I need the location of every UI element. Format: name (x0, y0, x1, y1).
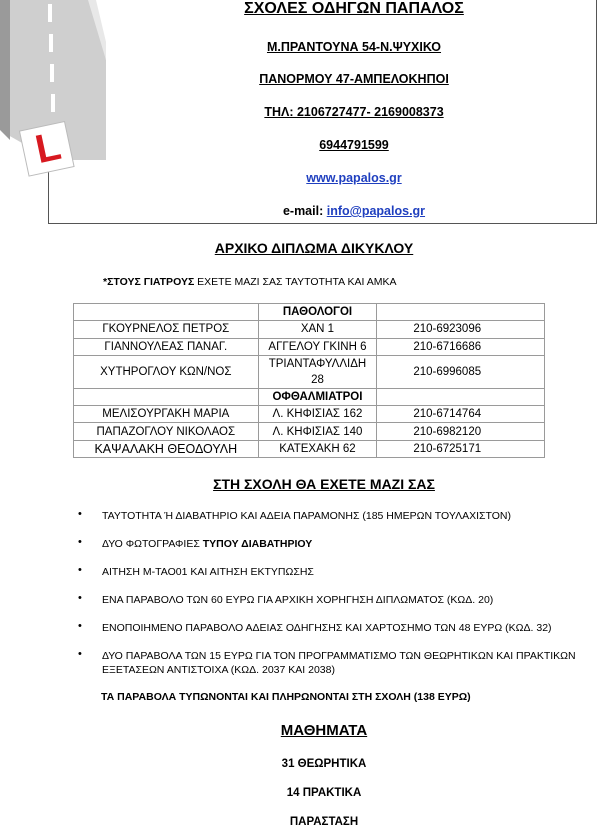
list-item-text: ΔΥΟ ΠΑΡΑΒΟΛΑ ΤΩΝ 15 ΕΥΡΩ ΓΙΑ ΤΟΝ ΠΡΟΓΡΑΜΜΑΤΙΣΜΟ ΤΩΝ ΘΕΩΡΗΤΙΚΩΝ ΚΑΙ ΠΡΑΚΤΙΚΩΝ ΕΞΕΤΑΣΕΩΝ ΑΝΤΙΣΤΟΙΧΑ (ΚΩΔ. 2037 ΚΑΙ 2038) (102, 650, 576, 676)
doctor-name: ΧΥΤΗΡΟΓΛΟΥ ΚΩΝ/ΝΟΣ (74, 355, 259, 388)
doctor-name: ΠΑΠΑΖΟΓΛΟΥ ΝΙΚΟΛΑΟΣ (74, 423, 259, 440)
website-link[interactable]: www.papalos.gr (306, 171, 402, 185)
logo-letter: L (31, 123, 65, 173)
doctor-address: Λ. ΚΗΦΙΣΙΑΣ 162 (258, 406, 377, 423)
doctor-address: ΧΑΝ 1 (258, 321, 377, 338)
fees-note: ΤΑ ΠΑΡΑΒΟΛΑ ΤΥΠΩΝΟΝΤΑΙ ΚΑΙ ΠΛΗΡΩΝΟΝΤΑΙ ΣΤΗ ΣΧΟΛΗ (138 ΕΥΡΩ) (101, 691, 471, 703)
table-row (74, 423, 545, 440)
bullet-icon: • (78, 648, 82, 660)
list-item-text: ΤΑΥΤΟΤΗΤΑ Ή ΔΙΑΒΑΤΗΡΙΟ ΚΑΙ ΑΔΕΙΑ ΠΑΡΑΜΟΝΗΣ (185 ΗΜΕΡΩΝ ΤΟΥΛΑΧΙΣΤΟΝ) (102, 510, 511, 522)
license-section-title: ΑΡΧΙΚΟ ΔΙΠΛΩΜΑ ΔΙΚΥΚΛΟΥ (214, 240, 414, 256)
mobile-line: 6944791599 (319, 138, 389, 152)
doctor-name: ΜΕΛΙΣΟΥΡΓΑΚΗ ΜΑΡΙΑ (74, 406, 259, 423)
doctor-phone: 210-6714764 (377, 406, 545, 423)
bullet-icon: • (78, 564, 82, 576)
bring-section-title: ΣΤΗ ΣΧΟΛΗ ΘΑ ΕΧΕΤΕ ΜΑΖΙ ΣΑΣ (213, 476, 435, 492)
address-line-2: ΠΑΝΟΡΜΟΥ 47-ΑΜΠΕΛΟΚΗΠΟΙ (259, 72, 449, 86)
table-row (74, 388, 545, 405)
list-item-text: ΑΙΤΗΣΗ Μ-ΤΑΟ01 ΚΑΙ ΑΙΤΗΣΗ ΕΚΤΥΠΩΣΗΣ (102, 566, 314, 578)
doctor-note (103, 276, 396, 288)
doctor-phone: 210-6923096 (377, 321, 545, 338)
table-row (74, 406, 545, 423)
table-row (74, 440, 545, 457)
page-title: ΣΧΟΛΕΣ ΟΔΗΓΩΝ ΠΑΠΑΛΟΣ (244, 0, 464, 17)
doctor-phone: 210-6725171 (377, 440, 545, 457)
bullet-icon: • (78, 620, 82, 632)
list-item-text: ΕΝΑ ΠΑΡΑΒΟΛΟ ΤΩΝ 60 ΕΥΡΩ ΓΙΑ ΑΡΧΙΚΗ ΧΟΡΗΓΗΣΗ ΔΙΠΛΩΜΑΤΟΣ (ΚΩΔ. 20) (102, 594, 494, 606)
bullet-icon: • (78, 508, 82, 520)
lessons-theory: 31 ΘΕΩΡΗΤΙΚΑ (281, 758, 367, 770)
list-item-bold: ΤΥΠΟΥ ΔΙΑΒΑΤΗΡΙΟΥ (202, 538, 313, 550)
doctor-address: Λ. ΚΗΦΙΣΙΑΣ 140 (258, 423, 377, 440)
lessons-practice: 14 ΠΡΑΚΤΙΚΑ (286, 787, 362, 799)
email-label: e-mail: (282, 204, 324, 218)
category-ophthalmologists: ΟΦΘΑΛΜΙΑΤΡΟΙ (258, 388, 377, 405)
doctor-address: ΚΑΤΕΧΑΚΗ 62 (258, 440, 377, 457)
doctor-phone: 210-6996085 (377, 355, 545, 388)
address-line-1: Μ.ΠΡΑΝΤΟΥΝΑ 54-Ν.ΨΥΧΙΚΟ (266, 40, 442, 54)
table-row (74, 321, 545, 338)
table-row (74, 338, 545, 355)
bullet-icon: • (78, 592, 82, 604)
email-link[interactable]: info@papalos.gr (326, 204, 426, 218)
category-pathologists: ΠΑΘΟΛΟΓΟΙ (258, 304, 377, 321)
table-row (74, 355, 545, 388)
doctor-address: ΤΡΙΑΝΤΑΦΥΛΛΙΔΗ 28 (258, 355, 377, 388)
doctors-table (73, 303, 545, 458)
doctor-name: ΓΙΑΝΝΟΥΛΕΑΣ ΠΑΝΑΓ. (74, 338, 259, 355)
doctor-note-bold: *ΣΤΟΥΣ ΓΙΑΤΡΟΥΣ (103, 276, 195, 288)
doctor-address: ΑΓΓΕΛΟΥ ΓΚΙΝΗ 6 (258, 338, 377, 355)
lessons-exam: ΠΑΡΑΣΤΑΣΗ (289, 816, 359, 828)
lessons-section-title: ΜΑΘΗΜΑΤΑ (280, 722, 368, 739)
doctor-phone: 210-6716686 (377, 338, 545, 355)
doctor-name: ΓΚΟΥΡΝΕΛΟΣ ΠΕΤΡΟΣ (74, 321, 259, 338)
list-item-text: ΕΝΟΠΟΙΗΜΕΝΟ ΠΑΡΑΒΟΛΟ ΑΔΕΙΑΣ ΟΔΗΓΗΣΗΣ ΚΑΙ ΧΑΡΤΟΣΗΜΟ ΤΩΝ 48 ΕΥΡΩ (ΚΩΔ. 32) (102, 622, 552, 634)
doctor-note-rest: ΕΧΕΤΕ ΜΑΖΙ ΣΑΣ ΤΑΥΤΟΤΗΤΑ ΚΑΙ ΑΜΚΑ (197, 276, 397, 288)
doctor-phone: 210-6982120 (377, 423, 545, 440)
list-item-text: ΔΥΟ ΦΩΤΟΓΡΑΦΙΕΣ (102, 538, 203, 550)
doctor-name: ΚΑΨΑΛΑΚΗ ΘΕΟΔΟΥΛΗ (74, 440, 259, 457)
bullet-icon: • (78, 536, 82, 548)
phone-line: ΤΗΛ: 2106727477- 2169008373 (264, 105, 444, 119)
table-row (74, 304, 545, 321)
